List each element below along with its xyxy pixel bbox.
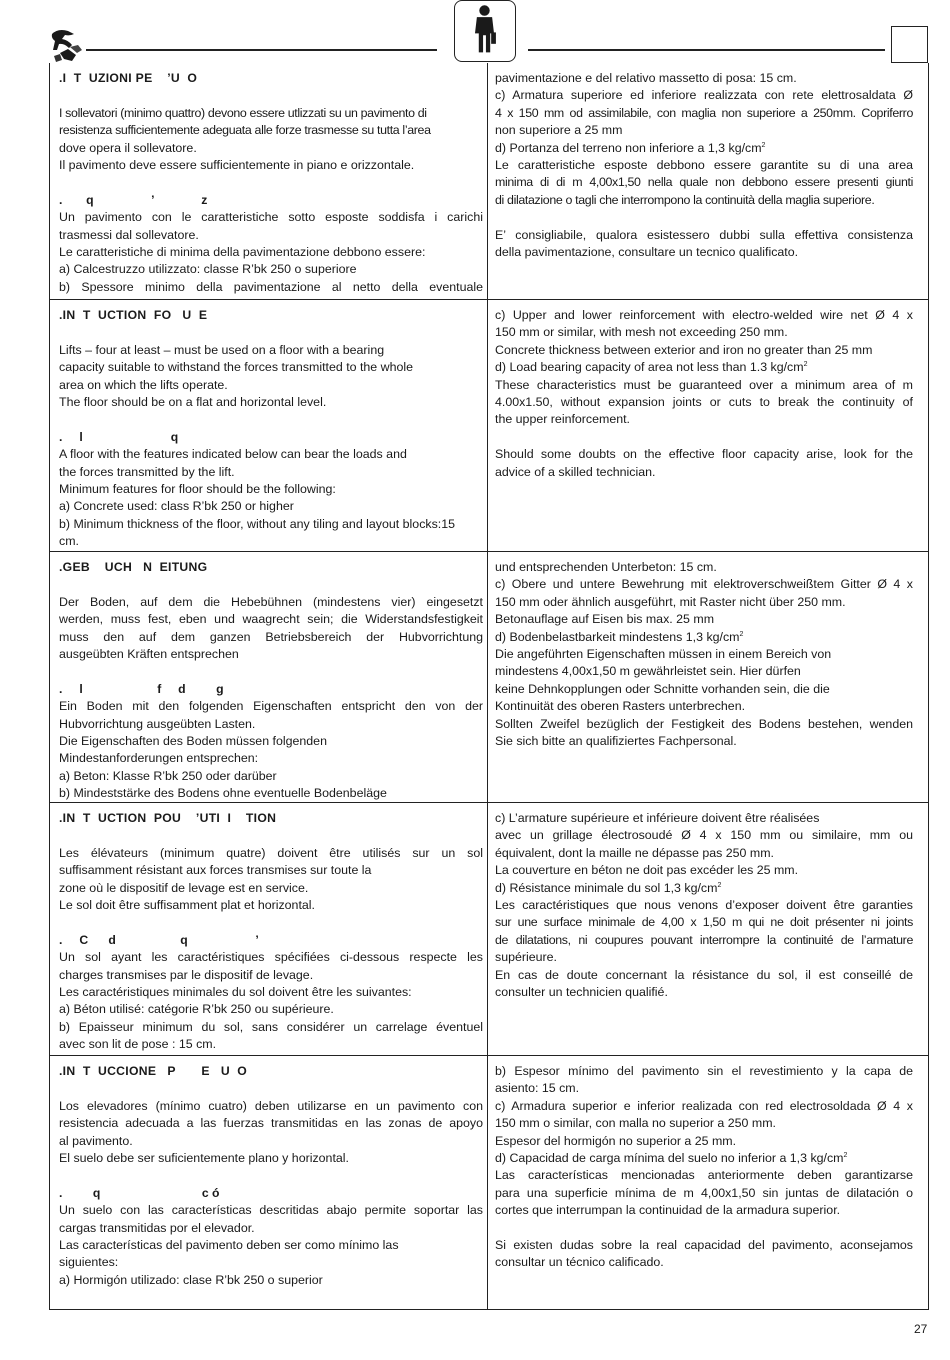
subheading: . l f d g: [59, 681, 224, 696]
text-line: b) Espesor mínimo del pavimento sin el revestimiento y la capa de: [495, 1064, 913, 1078]
superscript: 2: [739, 630, 744, 638]
section-heading: .I T UZIONI PE ’U O: [59, 71, 198, 85]
text-line: dove opera il sollevatore.: [59, 140, 197, 155]
text-line: A floor with the features indicated below can bear the loads and: [59, 447, 407, 462]
text-line: Sie sich bitte an qualifiziertes Fachpersonal.: [495, 734, 737, 749]
text-line: Sollten Zweifel bezüglich der Festigkeit des Bodens bestehen, wenden: [495, 716, 913, 731]
text-line: charges transmises par le dispositif de levage.: [59, 967, 314, 982]
text-line: Minimum features for floor should be the following:: [59, 482, 336, 497]
text-line: c) Obere und untere Bewehrung mit elektroverschweißtem Gitter Ø 4 x: [495, 577, 913, 592]
text-line: Les caractéristiques minimales du sol doivent être les suivantes:: [59, 985, 412, 1000]
text-line: c) Upper and lower reinforcement with electro-welded wire net Ø 4 x: [495, 308, 913, 322]
subheading: . C d q ’: [59, 932, 259, 947]
subheading: . q c ó: [59, 1185, 220, 1200]
text-line: della pavimentazione, consultare un tecnico qualificato.: [495, 245, 799, 260]
text-line: 150 mm oder ähnlich ausgeführt, mit Raster nicht über 250 mm.: [495, 594, 846, 609]
text-fragment: d) Portanza del terreno non inferiore a 1,3 kg/cm: [495, 140, 762, 155]
text-line: Les élévateurs (minimum quatre) doivent être utilisés sur un sol: [59, 845, 483, 860]
text-line: avec son lit de pose : 15 cm.: [59, 1037, 217, 1052]
text-line: [495, 359, 913, 376]
text-line: capacity suitable to withstand the forces transmitted to the whole: [59, 360, 414, 375]
text-line: Las características del pavimento deben ser como mínimo las: [59, 1238, 399, 1253]
text-line: advice of a skilled technician.: [495, 464, 656, 479]
text-line: the upper reinforcement.: [495, 412, 630, 427]
text-line: Si existen dudas sobre la real capacidad del pavimento, aconsejamos: [495, 1238, 913, 1253]
text-line: Le caratteristiche esposte debbono essere garantite su di una area: [495, 158, 913, 173]
subheading: . q ’ z: [59, 192, 208, 207]
text-line: a) Hormigón utilizado: clase R’bk 250 o superior: [59, 1272, 323, 1287]
text-line: 150 mm or similar, with mesh not exceeding 250 mm.: [495, 325, 788, 340]
text-line: E’ consigliabile, qualora esistessero dubbi sulla effettiva consistenza: [495, 227, 913, 242]
text-line: cortes que interrumpan la continuidad de la armadura superior.: [495, 1203, 841, 1218]
text-line: resistenza sufficientemente adeguata alle forze trasmesse su tutta l’area: [59, 123, 431, 138]
text-line: équivalent, dont la maille ne dépasse pas 250 mm.: [495, 845, 774, 860]
text-line: The floor should be on a flat and horizontal level.: [59, 395, 327, 410]
text-line: Should some doubts on the effective floor capacity arise, look for the: [495, 447, 913, 462]
text-line: Mindestanforderungen entsprechen:: [59, 751, 259, 766]
text-line: cm.: [59, 534, 79, 549]
text-line: cargas transmitidas por el elevador.: [59, 1220, 255, 1235]
text-line: supérieure.: [495, 950, 557, 965]
text-line: avec un grillage électrosoudé Ø 4 x 150 mm ou similaire, mm ou: [495, 828, 913, 843]
text-fragment: d) Load bearing capacity of area not less than 1.3 kg/cm: [495, 360, 804, 375]
section-english: [49, 299, 929, 551]
text-line: Der Boden, auf dem die Hebebühnen (mindestens vier) eingesetzt: [59, 594, 483, 609]
text-line: Les caractéristiques que nous venons d’exposer doivent être garanties: [495, 898, 913, 913]
text-line: mindestens 4,00x1,50 m gewährleistet sein. Hier dürfen: [495, 664, 801, 679]
section-spanish: [49, 1055, 929, 1309]
text-line: al pavimento.: [59, 1133, 133, 1148]
text-line: para una superficie mínima de m 4,00x1,50 sin juntas de dilatación o: [495, 1185, 913, 1200]
text-line: keine Dehnkopplungen oder Schnitte vorhanden sein, die die: [495, 681, 830, 696]
text-line: Un sol ayant les caractéristiques spécifiées ci-dessous respecte les: [59, 950, 483, 965]
text-line: area on which the lifts operate.: [59, 377, 228, 392]
subheading: . l q: [59, 429, 179, 444]
text-line: sur une surface minimale de 4,00 x 1,50 m qui ne doit présenter ni joints: [495, 915, 913, 930]
text-line: c) Armatura superiore ed inferiore realizzata con rete elettrosaldata Ø: [495, 88, 913, 103]
text-line: Hubvorrichtung ausgeübten Lasten.: [59, 716, 256, 731]
text-line: de dilatations, ni coupures pouvant interrompre la continuité de l’armature: [495, 932, 913, 947]
text-line: the forces transmitted by the lift.: [59, 464, 235, 479]
header-rule-left: [86, 49, 437, 51]
text-line: muss den auf dem ganzen Betriebsbereich der Hubvorrichtung: [59, 629, 483, 644]
text-line: minima di di m 4,00x1,50 nella quale non debbono essere presenti giunti: [495, 175, 913, 190]
text-line: Il pavimento deve essere sufficientemente in piano e orizzontale.: [59, 158, 415, 173]
text-line: [495, 629, 913, 646]
text-line: Die angeführten Eigenschaften müssen in einem Bereich von: [495, 647, 832, 662]
text-line: Le sol doit être suffisamment plat et horizontal.: [59, 898, 315, 913]
text-line: Die Eigenschaften des Boden müssen folgenden: [59, 734, 327, 749]
text-line: 4 x 150 mm od assimilabile, con maglia non superiore a 250mm. Copriferro: [495, 105, 913, 120]
text-line: [495, 140, 913, 157]
text-line: asiento: 15 cm.: [495, 1081, 580, 1096]
superscript: 2: [717, 881, 722, 889]
text-line: [495, 880, 913, 897]
section-heading: .IN T UCTION FO U E: [59, 308, 208, 322]
text-line: consultar un técnico calificado.: [495, 1255, 664, 1270]
text-line: b) Epaisseur minimum du sol, sans considérer un carrelage éventuel: [59, 1019, 483, 1034]
text-line: I sollevatori (minimo quattro) devono essere utlizzati su un pavimento di: [59, 105, 427, 120]
text-line: En cas de doute concernant la résistance du sol, il est conseillé de: [495, 967, 913, 982]
text-line: suffisamment résistant aux forces transmises sur toute la: [59, 863, 372, 878]
text-line: La couverture en béton ne doit pas excéder les 25 mm.: [495, 863, 799, 878]
page-corner-box: [891, 26, 928, 63]
text-line: di dilatazione o tagli che interrompono la continuità della maglia superiore.: [495, 192, 875, 207]
text-line: a) Calcestruzzo utilizzato: classe R’bk 250 o superiore: [59, 262, 357, 277]
brand-logo: [48, 26, 86, 64]
operator-person-icon: [454, 0, 516, 62]
text-line: pavimentazione e del relativo massetto di posa: 15 cm.: [495, 71, 797, 85]
text-line: 150 mm o similar, con malla no superior a 250 mm.: [495, 1116, 776, 1131]
text-line: und entsprechenden Unterbeton: 15 cm.: [495, 560, 717, 574]
section-italian: [49, 63, 929, 299]
text-line: Concrete thickness between exterior and iron no greater than 25 mm: [495, 342, 873, 357]
text-line: Espesor del hormigón no superior a 25 mm.: [495, 1133, 737, 1148]
superscript: 2: [761, 141, 766, 149]
text-line: These characteristics must be guaranteed over a minimum area of m: [495, 377, 913, 392]
text-line: 4.00x1.50, without expansion joints or cuts to break the continuity of: [495, 395, 913, 410]
text-line: Un pavimento con le caratteristiche sotto esposte soddisfa i carichi: [59, 210, 483, 225]
superscript: 2: [803, 361, 808, 369]
text-line: ausgeübten Kräften entsprechen: [59, 647, 239, 662]
text-line: werden, muss fest, eben und waagrecht sein; die Widerstandsfestigkeit: [59, 612, 483, 627]
text-line: zone où le dispositif de levage est en service.: [59, 880, 309, 895]
text-line: b) Spessore minimo della pavimentazione al netto della eventuale: [59, 279, 483, 294]
text-line: Lifts – four at least – must be used on a floor with a bearing: [59, 342, 385, 357]
text-line: Le caratteristiche di minima della pavimentazione debbono essere:: [59, 245, 426, 260]
section-heading: .GEB UCH N EITUNG: [59, 560, 208, 574]
text-fragment: d) Résistance minimale du sol 1,3 kg/cm: [495, 880, 718, 895]
text-line: Las características mencionadas anteriormente deben garantizarse: [495, 1168, 913, 1183]
text-line: trasmessi dal sollevatore.: [59, 227, 199, 242]
text-line: b) Minimum thickness of the floor, without any tiling and layout blocks:15: [59, 516, 456, 531]
section-heading: .IN T UCCIONE P E U O: [59, 1064, 248, 1078]
text-line: b) Mindeststärke des Bodens ohne eventuelle Bodenbeläge: [59, 786, 387, 801]
header-rule-right: [528, 49, 885, 51]
text-line: Kontinuität des oberen Rasters unterbrechen.: [495, 699, 746, 714]
text-fragment: d) Capacidad de carga mínima del suelo no inferior a 1,3 kg/cm: [495, 1151, 844, 1166]
page-number: 27: [914, 1322, 928, 1336]
text-line: non superiore a 25 mm: [495, 123, 623, 138]
text-line: Betonauflage auf Eisen bis max. 25 mm: [495, 612, 715, 627]
section-german: [49, 551, 929, 802]
superscript: 2: [843, 1152, 848, 1160]
text-line: a) Beton: Klasse R’bk 250 oder darüber: [59, 768, 277, 783]
text-line: siguientes:: [59, 1255, 119, 1270]
text-line: [495, 1150, 913, 1167]
section-french: [49, 802, 929, 1055]
text-line: c) L’armature supérieure et inférieure doivent être réalisées: [495, 811, 820, 825]
text-line: a) Béton utilisé: catégorie R’bk 250 ou supérieure.: [59, 1002, 334, 1017]
text-line: resistencia adecuada a las fuerzas transmitidas en las zonas de apoyo: [59, 1116, 483, 1131]
text-line: c) Armadura superior e inferior realizada con red electrosoldada Ø 4 x: [495, 1098, 913, 1113]
text-line: a) Concrete used: class R’bk 250 or higher: [59, 499, 294, 514]
text-line: Los elevadores (mínimo cuatro) deben utilizarse en un pavimento con: [59, 1098, 483, 1113]
text-line: Ein Boden mit den folgenden Eigenschaften entspricht den von der: [59, 699, 483, 714]
text-line: Un suelo con las características descritidas abajo permite soportar las: [59, 1203, 483, 1218]
text-line: El suelo debe ser suficientemente plano y horizontal.: [59, 1151, 349, 1166]
text-fragment: d) Bodenbelastbarkeit mindestens 1,3 kg/cm: [495, 629, 740, 644]
text-line: consulter un technicien qualifié.: [495, 985, 668, 1000]
section-heading: .IN T UCTION POU ’UTI I TION: [59, 811, 277, 825]
